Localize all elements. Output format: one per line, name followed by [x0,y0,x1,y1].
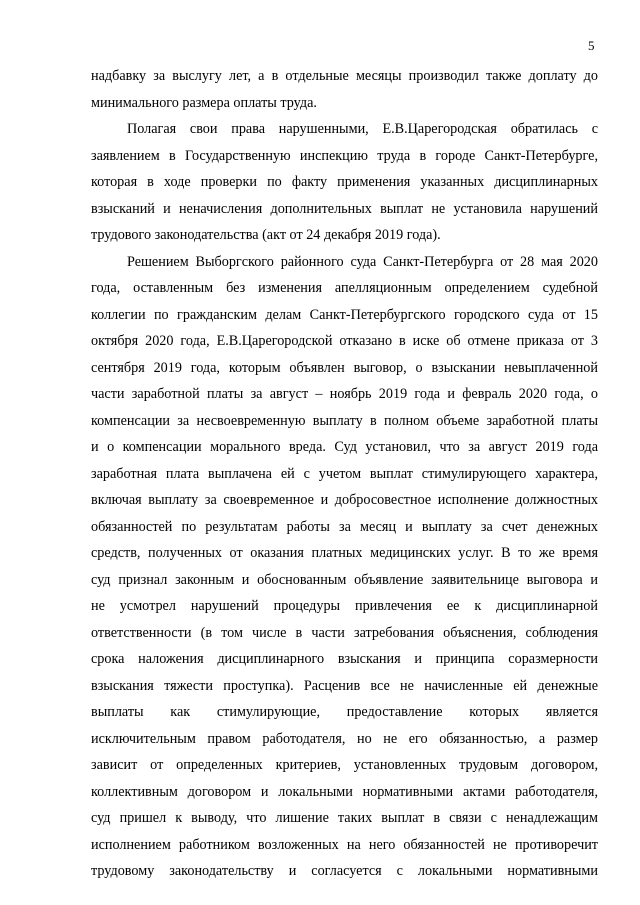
text-line: исполнением работником возложенных на него обязанностей не противоречит [91,836,598,853]
text-line: зависит от определенных критериев, установленных трудовым договором, [91,757,598,773]
text-line: суд пришел к выводу, что лишение таких выплат в связи с ненадлежащим [91,810,598,826]
text-line: обязанностей по результатам работы за месяц и выплату за счет денежных [91,518,598,535]
text-line: надбавку за выслугу лет, а в отдельные месяцы производил также доплату до [91,68,598,84]
text-line: и о компенсации морального вреда. Суд установил, что за август 2019 года [91,439,598,455]
text-line: взысканий и неначисления дополнительных выплат не установила нарушений [91,200,598,217]
text-line: сентября 2019 года, которым объявлен выговор, о взыскании невыплаченной [91,359,598,376]
text-line: не усмотрел нарушений процедуры привлечения ее к дисциплинарной [91,598,598,614]
text-line: суд признал законным и обоснованным объявление заявительнице выговора и [91,571,598,588]
text-line: трудового законодательства (акт от 24 декабря 2019 года). [91,227,441,243]
text-line: минимального размера оплаты труда. [91,94,317,111]
text-line: трудовому законодательству и согласуется с локальными нормативными [91,863,598,879]
text-line: Полагая свои права нарушенными, Е.В.Царегородская обратилась с [127,121,598,137]
paragraph [91,116,598,249]
page-number: 5 [588,38,595,53]
text-line: которая в ходе проверки по факту применения указанных дисциплинарных [91,174,598,190]
text-line: коллективным договором и локальными нормативными актами работодателя, [91,783,598,800]
text-line: заявлением в Государственную инспекцию труда в городе Санкт-Петербурге, [91,147,598,164]
text-line: заработная плата выплачена ей с учетом выплат стимулирующего характера, [91,465,598,482]
text-line: исключительным правом работодателя, но не его обязанностью, а размер [91,730,598,747]
text-line: коллегии по гражданским делам Санкт-Петербургского городского суда от 15 [91,306,598,323]
paragraph [91,249,598,885]
text-line: Решением Выборгского районного суда Санкт-Петербурга от 28 мая 2020 [127,253,598,270]
text-line: ответственности (в том числе в части затребования объяснения, соблюдения [91,624,598,641]
text-line: включая выплату за своевременное и добросовестное исполнение должностных [91,492,598,508]
text-line: средств, полученных от оказания платных медицинских услуг. В то же время [91,545,598,561]
paragraph [91,63,598,116]
text-line: взыскания тяжести проступка). Расценив все не начисленные ей денежные [91,677,598,694]
text-line: года, оставленным без изменения апелляционным определением судебной [91,280,598,296]
text-line: выплаты как стимулирующие, предоставление которых является [91,704,598,720]
text-line: компенсации за несвоевременную выплату в полном объеме заработной платы [91,412,598,429]
text-line: части заработной платы за август – ноябрь 2019 года и февраль 2020 года, о [91,386,598,402]
text-line: октября 2020 года, Е.В.Царегородской отказано в иске об отмене приказа от 3 [91,333,598,349]
text-line: срока наложения дисциплинарного взыскания и принципа соразмерности [91,651,598,667]
document-body [91,63,598,885]
